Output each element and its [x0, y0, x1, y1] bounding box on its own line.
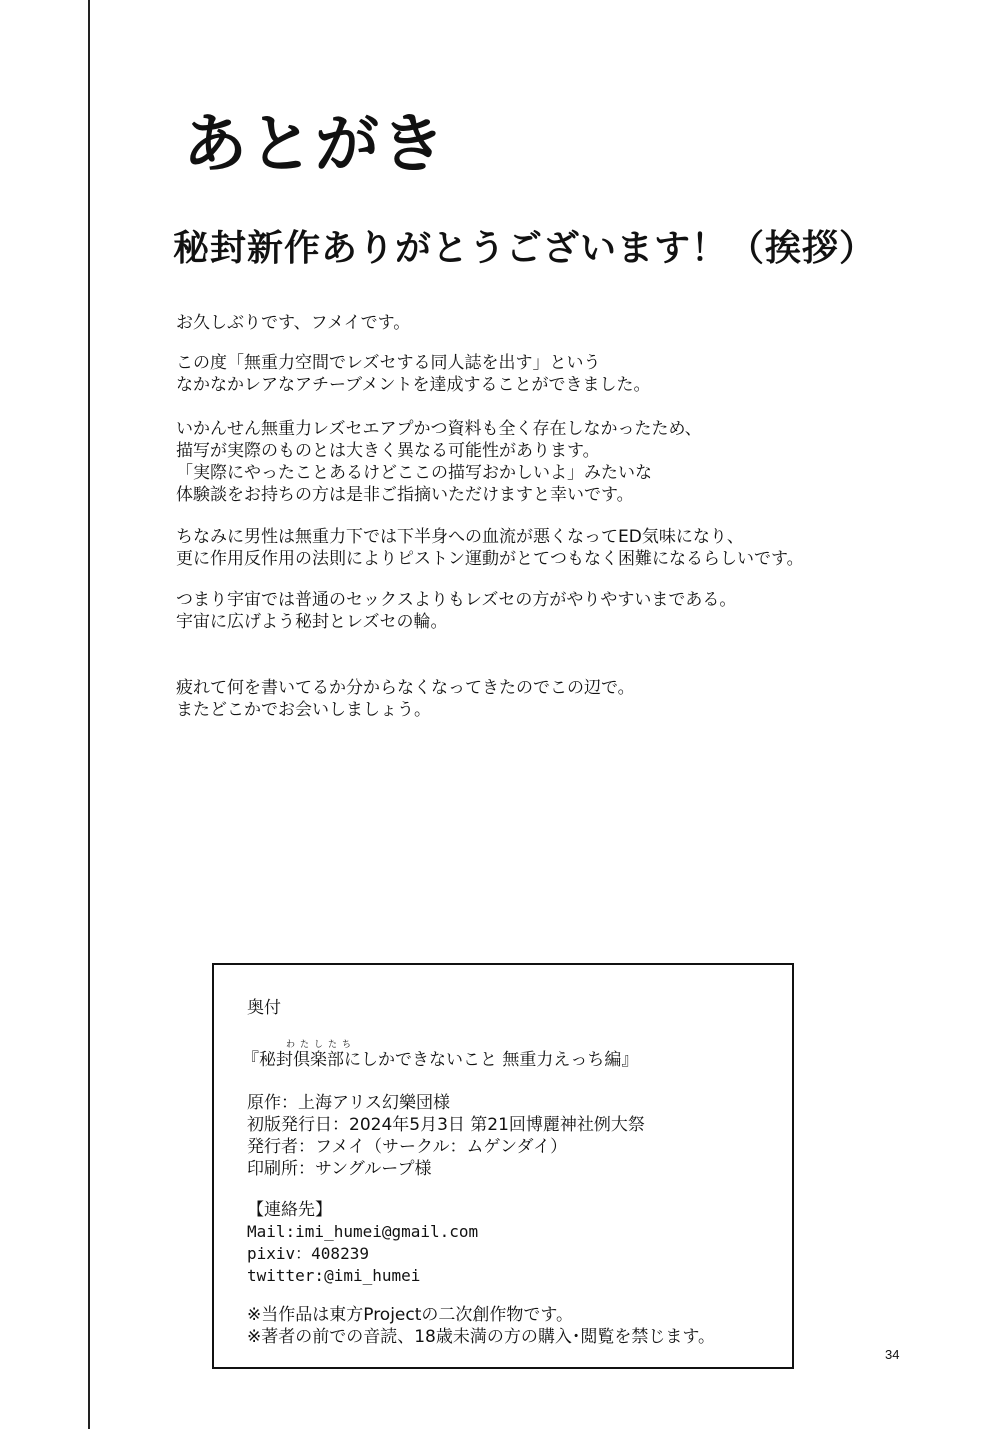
- colophon-box: [212, 963, 794, 1369]
- colophon-heading: 奥付: [247, 998, 281, 1018]
- contact-pixiv: pixiv：408239: [247, 1244, 369, 1263]
- colophon-original: 原作：上海アリス幻樂団様: [247, 1093, 450, 1113]
- contact-mail: Mail:imi_humei@gmail.com: [247, 1222, 479, 1241]
- paragraph-line: なかなかレアなアチーブメントを達成することができました。: [176, 375, 651, 395]
- paragraph-trivia: [176, 526, 804, 570]
- paragraph-achievement: [176, 352, 650, 396]
- gutter-line: [88, 0, 90, 1429]
- page-subtitle: 秘封新作ありがとうございます！（挨拶）: [173, 228, 877, 269]
- paragraph-closing: [176, 677, 635, 721]
- note-derivative: ※当作品は東方Projectの二次創作物です。: [247, 1305, 574, 1325]
- paragraph-disclaimer: [176, 418, 702, 506]
- paragraph-line: つまり宇宙では普通のセックスよりもレズセの方がやりやすいまである。: [176, 590, 737, 610]
- contact-twitter: twitter:@imi_humei: [247, 1266, 421, 1285]
- paragraph-line: 体験談をお持ちの方は是非ご指摘いただけますと幸いです。: [176, 485, 634, 505]
- paragraph-line: 描写が実際のものとは大きく異なる可能性があります。: [176, 441, 600, 461]
- colophon-publisher: 発行者：フメイ（サークル：ムゲンダイ）: [247, 1137, 568, 1157]
- paragraph-line: 疲れて何を書いてるか分からなくなってきたのでこの辺で。: [176, 678, 635, 698]
- paragraph-conclusion: [176, 589, 736, 633]
- paragraph-line: いかんせん無重力レズセエアプかつ資料も全く存在しなかったため、: [176, 419, 702, 439]
- page-number: 34: [885, 1347, 900, 1362]
- colophon-title: 『秘封倶楽部にしかできないこと 無重力えっち編』: [242, 1050, 639, 1070]
- paragraph-line: この度「無重力空間でレズセする同人誌を出す」という: [176, 353, 601, 373]
- paragraph-line: お久しぶりです、フメイです。: [176, 313, 411, 333]
- paragraph-greeting: [176, 312, 410, 334]
- note-age-restriction: ※著者の前での音読、18歳未満の方の購入･閲覧を禁じます。: [247, 1327, 716, 1347]
- paragraph-line: またどこかでお会いしましょう。: [176, 700, 431, 720]
- paragraph-line: 更に作用反作用の法則によりピストン運動がとてつもなく困難になるらしいです。: [176, 549, 804, 569]
- paragraph-line: 宇宙に広げよう秘封とレズセの輪。: [176, 612, 448, 632]
- paragraph-line: 「実際にやったことあるけどここの描写おかしいよ」みたいな: [176, 463, 652, 483]
- colophon-first-edition: 初版発行日：2024年5月3日 第21回博麗神社例大祭: [247, 1115, 645, 1135]
- colophon-printer: 印刷所：サングループ様: [247, 1159, 432, 1179]
- paragraph-line: ちなみに男性は無重力下では下半身への血流が悪くなってED気味になり、: [176, 527, 744, 547]
- page-title: あとがき: [183, 108, 447, 182]
- title-ruby: わたしたち: [286, 1040, 357, 1050]
- contact-heading: 【連絡先】: [247, 1200, 332, 1220]
